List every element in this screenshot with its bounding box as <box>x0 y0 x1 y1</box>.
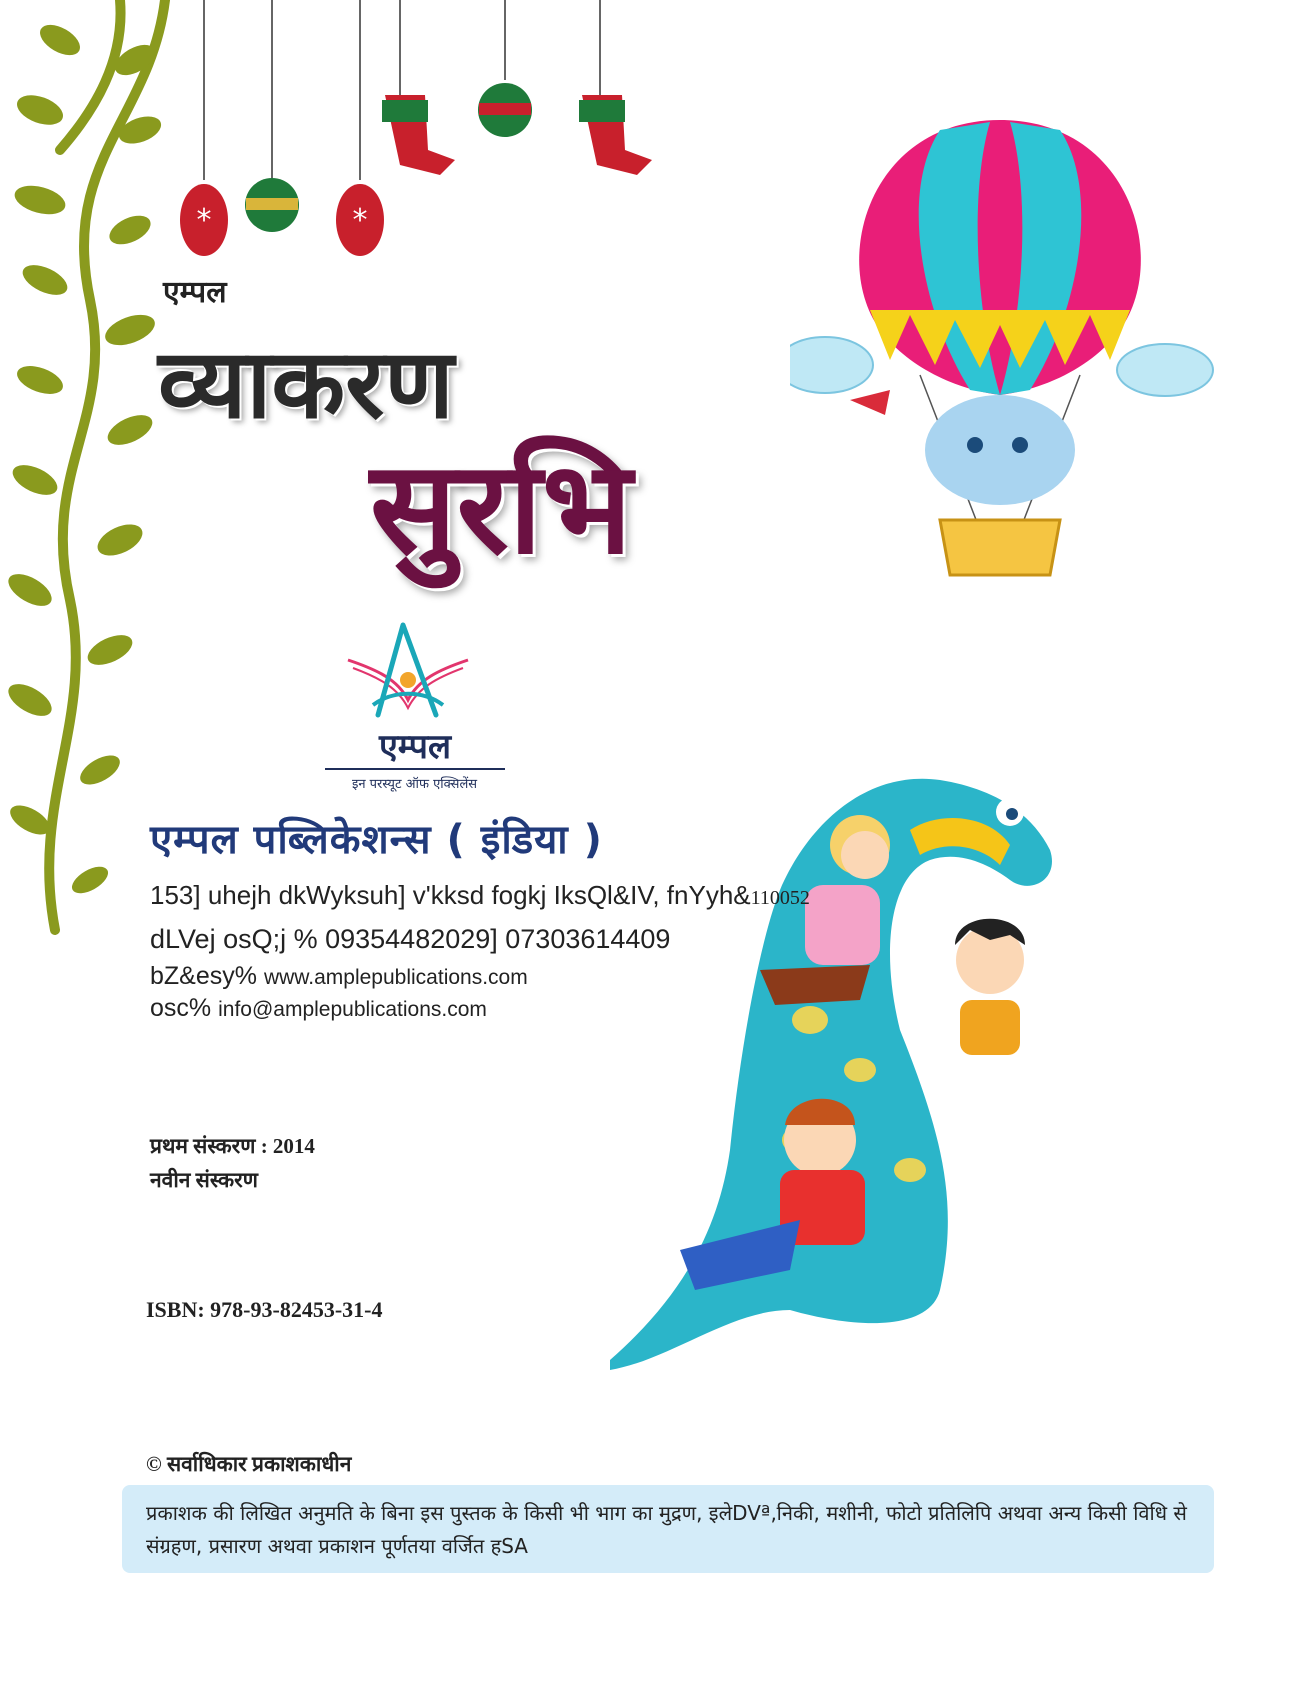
copyright-notice-box <box>122 1485 1214 1573</box>
copyright-line: © सर्वाधिकार प्रकाशकाधीन <box>146 1452 352 1476</box>
address-line <box>150 880 810 911</box>
website-line <box>150 962 528 991</box>
logo-divider <box>325 768 505 770</box>
publisher-name: एम्पल पब्लिकेशन्स ( इंडिया ) <box>150 817 603 863</box>
logo-tagline: इन परस्यूट ऑफ एक्सिलेंस <box>351 777 478 792</box>
logo-wordmark: एम्पल <box>378 727 451 767</box>
phone-line: dLVej osQ;j % 09354482029] 07303614409 <box>150 924 671 954</box>
ornaments-illustration <box>170 0 690 270</box>
svg-text:*: * <box>196 203 212 238</box>
copyright-notice-text: प्रकाशक की लिखित अनुमति के बिना इस पुस्तक के किसी भी भाग का मुद्रण, इलेDVª‚निकी, मशीनी, फोटो प्रतिलिपि अथवा अन्य किसी विधि से संग्रहण, प्रसारण अथवा प्रकाशन पूर्णतया वर्जित हSA <box>146 1501 1187 1558</box>
website-link[interactable]: www.amplepublications.com <box>263 966 528 989</box>
title-line-2: सुरभि <box>370 434 633 583</box>
website-label: bZ&esy% <box>150 962 257 990</box>
email-label: osc% <box>150 994 212 1022</box>
new-edition: नवीन संस्करण <box>150 1168 258 1192</box>
first-edition: प्रथम संस्करण : 2014 <box>150 1134 315 1158</box>
title-line-1: व्याकरण <box>158 328 454 440</box>
email-line <box>150 994 487 1023</box>
email-link[interactable]: info@amplepublications.com <box>218 998 487 1021</box>
isbn: ISBN: 978-93-82453-31-4 <box>146 1297 383 1322</box>
series-name: एम्पल <box>163 275 227 310</box>
address-text: 153] uhejh dkWyksuh] v'kksd fogkj IksQl&IV, fnYyh& <box>150 880 751 910</box>
hot-air-balloon-illustration <box>790 110 1250 630</box>
svg-text:*: * <box>352 203 368 238</box>
dinosaur-kids-illustration <box>610 770 1130 1470</box>
pincode: 110052 <box>750 887 810 909</box>
